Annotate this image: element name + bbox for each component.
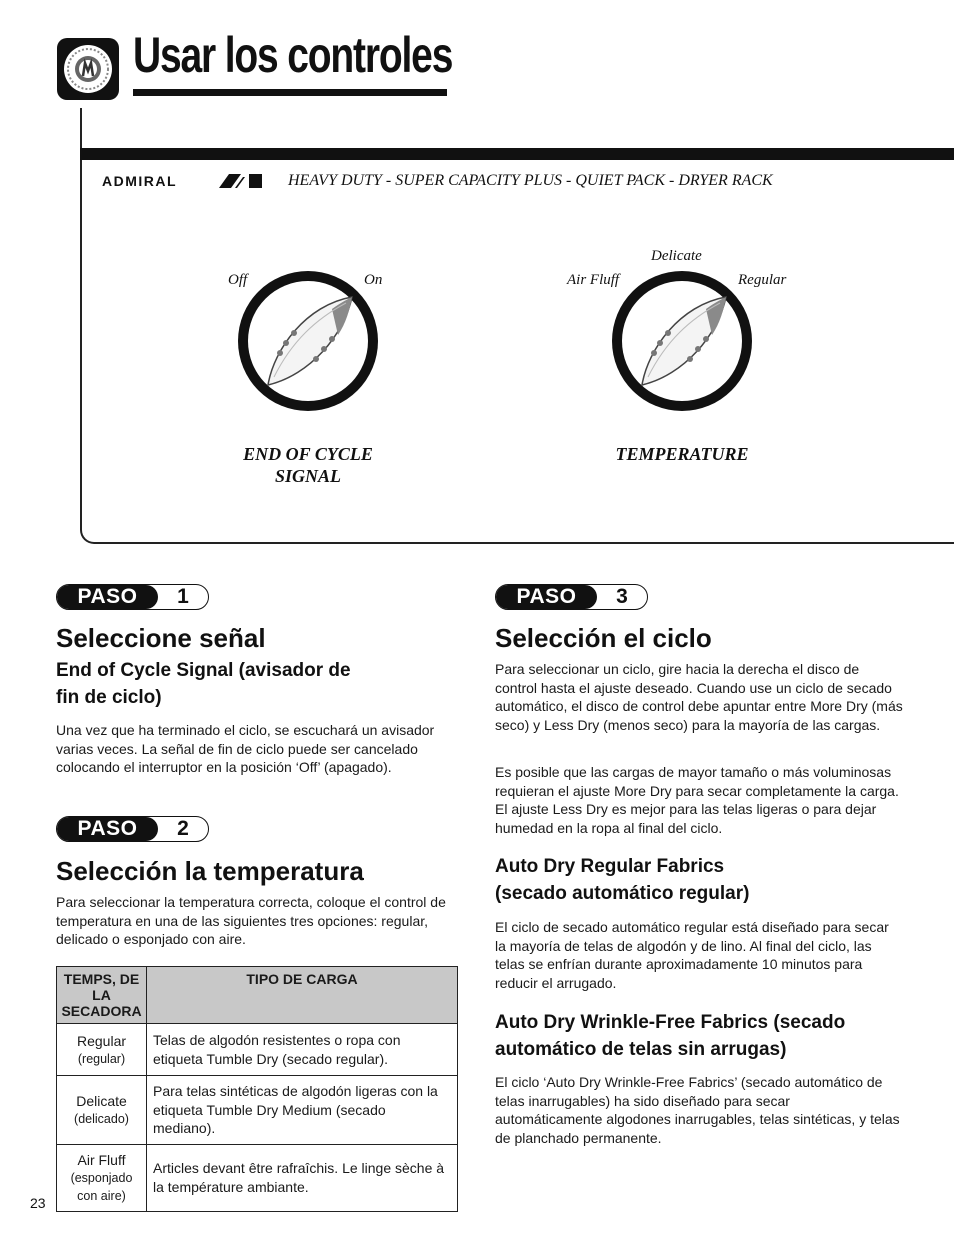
knob2-label-air-fluff: Air Fluff (567, 272, 620, 288)
step2-badge (56, 816, 209, 842)
step1-badge-number: 1 (177, 585, 189, 608)
step1-subheading-line1: End of Cycle Signal (avisador de (56, 660, 351, 681)
knob2-label-regular: Regular (738, 272, 787, 288)
step1-badge (56, 584, 209, 610)
table-temp-sub: (regular) (77, 1051, 126, 1066)
knob1-caption-line1: END OF CYCLE (243, 444, 373, 464)
table-header-load-type: TIPO DE CARGA (147, 967, 458, 1024)
end-of-cycle-signal-knob[interactable] (236, 269, 383, 413)
step1-heading: Seleccione señal (56, 623, 266, 653)
model-line: HEAVY DUTY - SUPER CAPACITY PLUS - QUIET PACK - DRYER RACK (288, 172, 773, 189)
step3-sub2-line2: automático de telas sin arrugas) (495, 1039, 787, 1060)
knob2-label-delicate: Delicate (651, 248, 702, 264)
table-cell-load: Telas de algodón resistentes o ropa con etiqueta Tumble Dry (secado regular). (147, 1024, 458, 1076)
step3-sub2-line1: Auto Dry Wrinkle-Free Fabrics (secado (495, 1012, 846, 1033)
table-cell-temp (57, 1024, 147, 1076)
table-temp-label: Air Fluff (77, 1151, 126, 1168)
knob1-label-off: Off (228, 272, 248, 288)
table-cell-load: Para telas sintéticas de algodón ligeras con la etiqueta Tumble Dry Medium (secado mediano). (147, 1076, 458, 1145)
knob1-caption (208, 443, 408, 487)
title-underline (133, 89, 447, 96)
step3-sub1-line1: Auto Dry Regular Fabrics (495, 856, 725, 877)
step3-sub2-heading (495, 1009, 935, 1063)
step3-badge-number: 3 (616, 585, 628, 608)
step2-badge-word: PASO (57, 817, 158, 841)
maytag-logo-icon (57, 38, 119, 100)
knob1-caption-line2: SIGNAL (274, 466, 341, 486)
step1-badge-word: PASO (57, 585, 158, 609)
table-temp-sub: (esponjado con aire) (70, 1170, 133, 1203)
table-temp-sub: (delicado) (74, 1111, 129, 1126)
step2-body: Para seleccionar la temperatura correcta, coloque el control de temperatura en una de las siguientes tres opciones: regular, delicado o esponjado con aire. (56, 894, 446, 948)
step3-badge-word: PASO (496, 585, 597, 609)
knob1-label-on: On (364, 272, 383, 288)
page-number: 23 (30, 1195, 46, 1211)
table-cell-temp (57, 1076, 147, 1145)
temperature-table (56, 966, 458, 1212)
step3-sub2-body: El ciclo ‘Auto Dry Wrinkle-Free Fabrics’ (secado automático de telas inarrugables) ha sido diseñado para secar automáticamente algodones inarrugables, telas sintéticas, y telas de planchado permanente. (495, 1074, 900, 1146)
table-row (57, 1024, 458, 1076)
step3-sub1-body: El ciclo de secado automático regular está diseñado para secar la mayoría de telas de algodón y de lino. Al final del ciclo, las telas se enfrían durante aproximadamente 10 minutos para reducir el arrugado. (495, 919, 889, 991)
brand-mark-icon (219, 174, 263, 188)
step3-heading: Selección el ciclo (495, 623, 712, 653)
step2-heading: Selección la temperatura (56, 856, 364, 886)
step2-badge-number: 2 (177, 817, 189, 840)
table-temp-label: Regular (76, 1032, 127, 1049)
table-row (57, 1144, 458, 1211)
knob2-caption: TEMPERATURE (615, 444, 749, 464)
step3-body1: Para seleccionar un ciclo, gire hacia la derecha el disco de control hasta el ajuste deseado. Cuando use un ciclo de secado automático, el disco de control debe apuntar entre More Dry (más seco) y Less Dry (menos seco) para la mayoría de las cargas. (495, 661, 903, 733)
page-title: Usar los controles (133, 27, 453, 83)
table-header-temps: TEMPS, DE LA SECADORA (57, 967, 147, 1024)
temperature-knob[interactable] (610, 269, 754, 413)
step1-body: Una vez que ha terminado el ciclo, se escuchará un avisador varias veces. La señal de fin de ciclo puede ser cancelado colocando el interruptor en la posición ‘Off’ (apagado). (56, 722, 435, 776)
table-cell-temp (57, 1144, 147, 1211)
step1-subheading (56, 657, 456, 711)
step3-badge (495, 584, 648, 610)
table-cell-load: Articles devant être rafraîchis. Le linge sèche à la température ambiante. (153, 1160, 445, 1195)
step3-sub1-heading (495, 853, 915, 907)
step3-sub1-line2: (secado automático regular) (495, 883, 750, 904)
control-panel-top-bar (80, 148, 954, 160)
brand-name: ADMIRAL (102, 173, 178, 189)
step1-subheading-line2: fin de ciclo) (56, 687, 162, 708)
table-temp-label: Delicate (76, 1092, 127, 1109)
step3-body2: Es posible que las cargas de mayor tamaño o más voluminosas requieran el ajuste More Dry para secar completamente la carga. El ajuste Less Dry es mejor para las telas ligeras o para dejar humedad en la ropa al final del ciclo. (495, 764, 899, 836)
table-row (57, 1076, 458, 1145)
